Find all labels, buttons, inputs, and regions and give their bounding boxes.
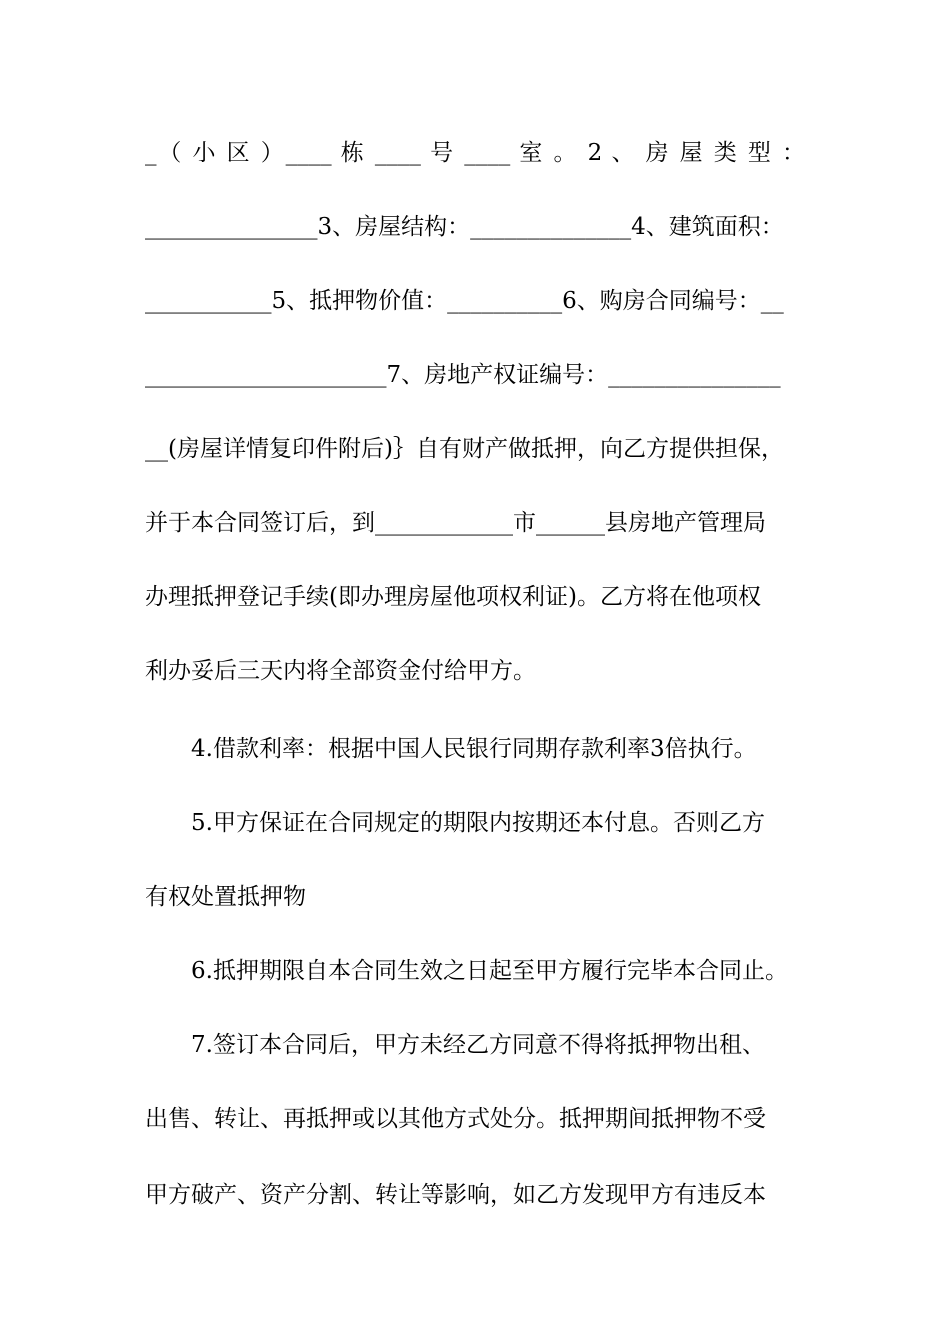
text-line: 出售、转让、再抵押或以其他方式处分。抵押期间抵押物不受 xyxy=(145,1106,766,1132)
text-line: ___________5、抵押物价值：__________6、购房合同编号：__ xyxy=(145,288,784,314)
text-line: 5.甲方保证在合同规定的期限内按期还本付息。否则乙方 xyxy=(191,810,765,836)
text-line: 甲方破产、资产分割、转让等影响，如乙方发现甲方有违反本 xyxy=(145,1182,766,1208)
text-line: 4.借款利率：根据中国人民银行同期存款利率3倍执行。 xyxy=(191,736,757,762)
text-line: _____________________7、房地产权证编号：_______________ xyxy=(145,362,781,388)
text-line: 办理抵押登记手续(即办理房屋他项权利证)。乙方将在他项权 xyxy=(145,584,761,610)
text-line: _（ 小 区 ）____ 栋 ____ 号 ____ 室 。 2 、 房 屋 类 型 ： xyxy=(145,140,805,166)
text-line: 并于本合同签订后，到____________市______县房地产管理局 xyxy=(145,510,766,536)
text-line: 7.签订本合同后，甲方未经乙方同意不得将抵押物出租、 xyxy=(191,1032,765,1058)
text-line: 有权处置抵押物 xyxy=(145,884,306,910)
text-line: _______________3、房屋结构：______________4、建筑面积： xyxy=(145,214,784,240)
text-line: 利办妥后三天内将全部资金付给甲方。 xyxy=(145,658,536,684)
text-line: __(房屋详情复印件附后)｝自有财产做抵押，向乙方提供担保， xyxy=(145,436,784,462)
text-line: 6.抵押期限自本合同生效之日起至甲方履行完毕本合同止。 xyxy=(191,958,788,984)
